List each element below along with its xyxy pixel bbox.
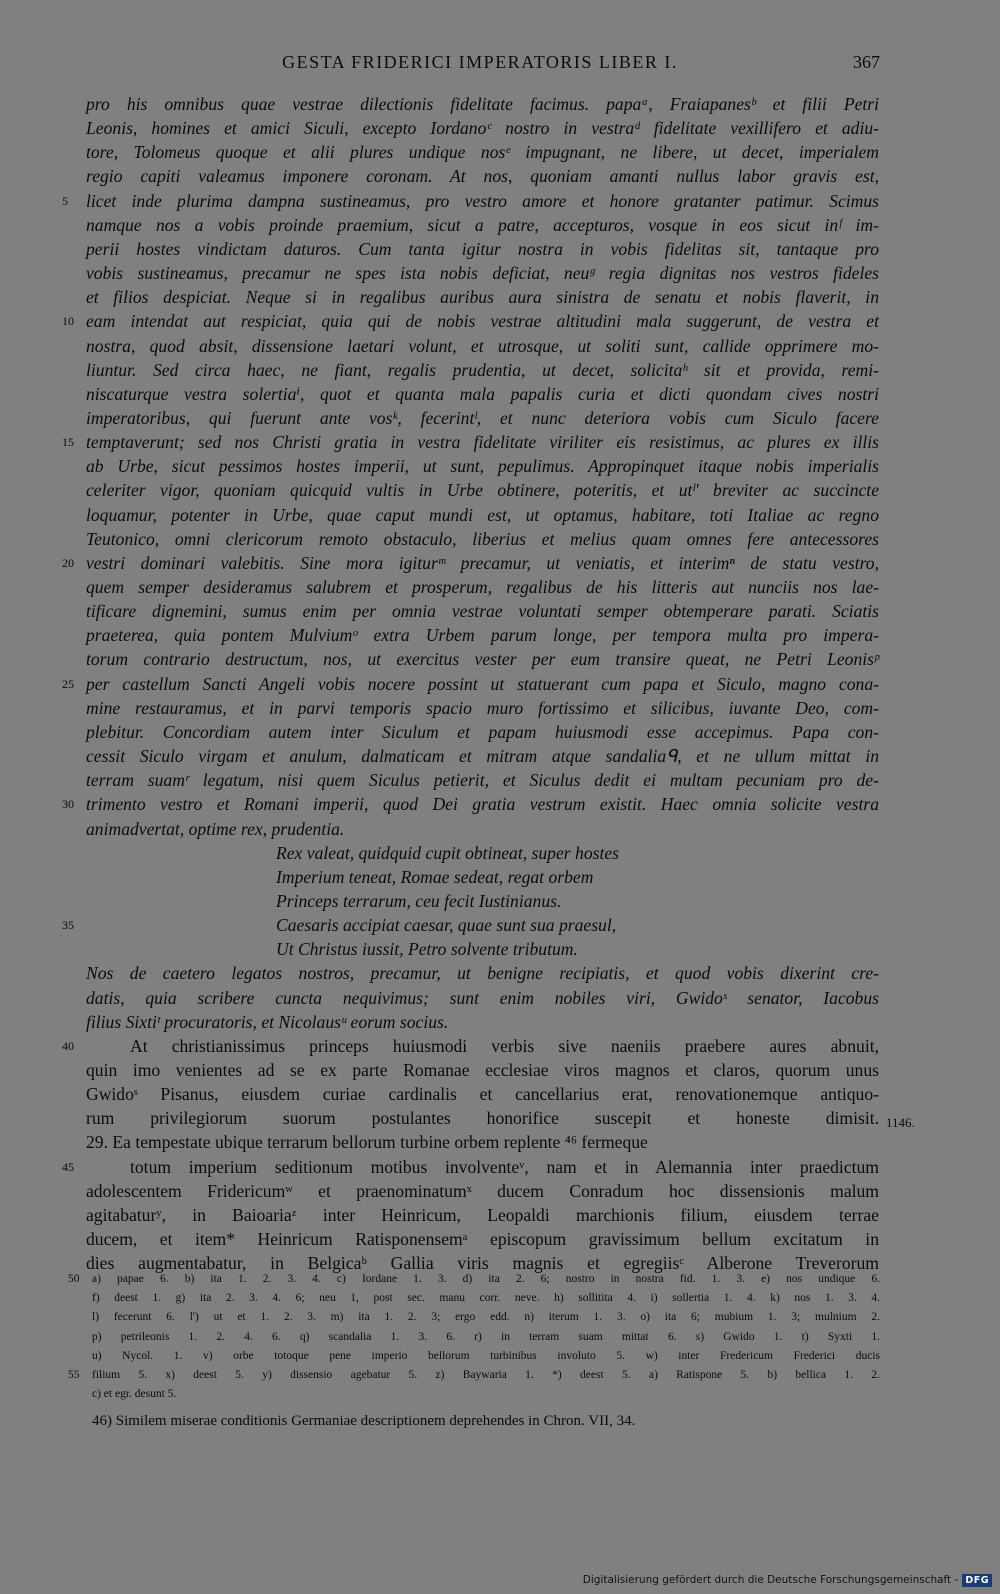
text-line: vestri dominari valebitis. Sine mora igiturᵐ precamur, ut veniatis, et interimⁿ de statu vestro, <box>86 552 879 573</box>
line-number: 30 <box>62 797 74 812</box>
text-line: Nos de caetero legatos nostros, precamur, ut benigne recipiatis, et quod vobis dixerint cre- <box>86 963 879 984</box>
text-line: imperatoribus, qui fuerunt ante vosᵏ, fecerintˡ, et nunc deteriora vobis cum Siculo facere <box>86 407 879 428</box>
text-line: mine restauramus, et in parvi temporis spacio muro fortissimo et silicibus, iuvante Deo, com- <box>86 697 879 718</box>
text-line: et filios despiciat. Neque si in regalibus auribus aura sinistra de senatu et nobis flaverit, in <box>86 287 879 308</box>
text-line: loquamur, potenter in Urbe, quae caput mundi est, ut optamus, habitare, toti Italiae ac regno <box>86 504 879 525</box>
text-line: Teutonico, omni clericorum remoto obstaculo, liberius et melius quam omnes fere antecessores <box>86 528 879 549</box>
footnote-line-number: 55 <box>68 1369 80 1381</box>
text-line: liuntur. Sed circa haec, ne fiant, regalis prudentia, ut decet, solicitaʰ sit et provida, remi- <box>86 359 879 380</box>
text-line: torum contrario destructum, nos, ut exercitus vester per eum transire queat, ne Petri Leonisᵖ <box>86 649 879 670</box>
text-line: quem semper desideramus salubrem et prosperum, regalibus de his litteris aut nunciis nos lae- <box>86 577 879 597</box>
text-line: vobis sustineamus, precamur ne spes ista nobis deficiat, neuᵍ regia dignitas nos vestros fideles <box>86 263 879 284</box>
footnote-line: filium 5. x) deest 5. y) dissensio agebatur 5. z) Baywaria 1. *) deest 5. a) Ratispone 5. b) bellica 1. 2. <box>92 1369 880 1381</box>
text-line: Imperium teneat, Romae sedeat, regat orbem <box>276 866 594 887</box>
text-line: filius Sixtiᵗ procuratoris, et Nicolausᵘ eorum socius. <box>86 1011 449 1032</box>
footnote-line: c) et egr. desunt 5. <box>92 1388 177 1401</box>
line-number: 25 <box>62 676 74 691</box>
text-line: agitabaturʸ, in Baioariaᶻ inter Heinricum, Leopaldi marchionis filium, eiusdem terrae <box>86 1204 879 1225</box>
margin-year-note: 1146. <box>886 1115 915 1130</box>
text-line: Rex valeat, quidquid cupit obtineat, super hostes <box>276 842 620 863</box>
text-line: datis, quia scribere cuncta nequivimus; sunt enim nobiles viri, Gwidoˢ senator, Iacobus <box>86 987 879 1008</box>
text-line: cessit Siculo virgam et anulum, dalmaticam et mitram atque sandaliaᑫ, et ne ullum mittat in <box>86 746 879 767</box>
text-line: regio capiti valeamus imponere coronam. At nos, quoniam amanti nullus labor gravis est, <box>86 166 879 187</box>
text-line: nostra, quod absit, dissensione laetari volunt, et utrosque, ut soliti sunt, callide opprimere mo- <box>86 335 879 356</box>
line-number: 45 <box>62 1159 74 1174</box>
line-number: 10 <box>62 314 74 329</box>
text-line: adolescentem Fridericumʷ et praenominatumˣ ducem Conradum hoc dissensionis malum <box>86 1180 879 1201</box>
text-line: ducem, et item* Heinricum Ratisponensemᵃ episcopum gravissimum bellum excitatum in <box>86 1229 879 1250</box>
text-line: Ut Christus iussit, Petro solvente tributum. <box>276 939 578 960</box>
text-line: Caesaris accipiat caesar, quae sunt sua praesul, <box>276 915 617 936</box>
text-line: eam intendat aut respiciat, quia qui de nobis vestrae altitudini mala suggerunt, de vestra et <box>86 311 879 332</box>
text-line: Princeps terrarum, ceu fecit Iustinianus. <box>276 890 562 911</box>
text-line: licet inde plurima dampna sustineamus, pro vestro amore et honore gratanter patimur. Scimus <box>86 190 879 211</box>
text-line: pro his omnibus quae vestrae dilectionis fidelitate facimus. papaᵃ, Fraiapanesᵇ et filii Petri <box>86 94 879 114</box>
text-line: dies augmentabatur, in Belgicaᵇ Gallia viris magnis et egregiisᶜ Alberone Treverorum <box>86 1253 879 1274</box>
footnote-line: a) papae 6. b) ita 1. 2. 3. 4. c) Iordane 1. 3. d) ita 2. 6; nostro in nostra fid. 1. 3. e) nos undique 6. <box>92 1273 880 1285</box>
line-number: 40 <box>62 1038 74 1053</box>
commentary-note: 46) Similem miserae conditionis Germaniae descriptionem deprehendes in Chron. VII, 34. <box>92 1413 636 1429</box>
text-line: ab Urbe, sicut pessimos hostes imperii, ut sunt, pepulimus. Appropinquet itaque nobis imperialis <box>86 456 879 477</box>
text-line: Leonis, homines et amici Siculi, excepto Iordanoᶜ nostro in vestraᵈ fidelitate vexillifero et adiu- <box>86 118 879 139</box>
page-header <box>80 52 880 80</box>
dfg-logo: DFG <box>962 1574 992 1587</box>
text-line: celeriter vigor, quoniam quicquid vultis in Urbe obtinere, poteritis, et utˡ' breviter ac succincte <box>86 480 879 501</box>
line-number: 20 <box>62 555 74 570</box>
footnote-line-number: 50 <box>68 1273 80 1285</box>
text-line: Gwidoˢ Pisanus, eiusdem curiae cardinalis et cancellarius erat, renovationemque antiquo- <box>86 1084 879 1105</box>
running-title: GESTA FRIDERICI IMPERATORIS LIBER I. <box>282 52 678 72</box>
text-line: plebitur. Concordiam autem inter Siculum et papam huiusmodi esse accepimus. Papa con- <box>86 721 879 742</box>
text-line: At christianissimus princeps huiusmodi verbis sive naeniis praebere aures abnuit, <box>130 1035 879 1056</box>
line-number: 15 <box>62 435 74 450</box>
text-line: niscaturque vestra solertiaⁱ, quot et quanta mala papalis curia et dicti quondam cives nostri <box>86 383 879 404</box>
text-line: animadvertat, optime rex, prudentia. <box>86 818 345 839</box>
footnote-line: p) petrileonis 1. 2. 4. 6. q) scandalia 1. 3. 6. r) in terram suam mittat 6. s) Gwido 1. t) Syxti 1. <box>92 1330 880 1343</box>
text-line: rum privilegiorum suorum postulantes honorifice suscepit et honeste dimisit. <box>86 1108 879 1129</box>
text-line: tore, Tolomeus quoque et alii plures undique nosᵉ impugnant, ne libere, ut decet, imperialem <box>86 142 879 163</box>
text-line: 29. Ea tempestate ubique terrarum bellorum turbine orbem replente ⁴⁶ fermeque <box>86 1132 648 1153</box>
text-line: temptaverunt; sed nos Christi gratia in vestra fidelitate viriliter eis resistimus, ac plures ex illis <box>86 432 879 453</box>
text-line: quin imo venientes ad se ex parte Romanae ecclesiae viros magnos et claros, quorum unus <box>86 1060 879 1080</box>
text-line: per castellum Sancti Angeli vobis nocere possint ut statuerant cum papa et Siculo, magno cona- <box>86 673 879 694</box>
text-line: trimento vestro et Romani imperii, quod Dei gratia vestrum existit. Haec omnia solicite vestra <box>86 794 879 815</box>
text-line: terram suamʳ legatum, nisi quem Siculus petierit, et Siculus dedit ei multam pecuniam pro de- <box>86 770 879 791</box>
credit-text: Digitalisierung gefördert durch die Deutsche Forschungsgemeinschaft - <box>582 1574 959 1586</box>
footnote-line: l) fecerunt 6. l') ut et 1. 2. 3. m) ita 1. 2. 3; ergo edd. n) iterum 1. 3. o) ita 6; mubium 1. 3; mulnium 2. <box>92 1311 880 1324</box>
line-number: 5 <box>62 193 68 208</box>
digitization-credit <box>583 1572 992 1588</box>
text-line: perii hostes vindictam daturos. Cum tanta igitur nostra in vobis fidelitas sit, tantaque pro <box>86 238 879 259</box>
footnote-line: f) deest 1. g) ita 2. 3. 4. 6; neu 1, post sec. manu corr. neve. h) sollitita 4. i) sollertia 1. 4. k) nos 1. 3. 4. <box>92 1292 880 1305</box>
text-line: namque nos a vobis proinde praemium, sicut a patre, accepturos, vosque in eos sicut inᶠ im- <box>86 214 879 235</box>
text-line: praeterea, quia pontem Mulviumᵒ extra Urbem parum longe, per tempora multa pro impera- <box>86 625 879 646</box>
footnote-line: u) Nycol. 1. v) orbe totoque pene imperio bellorum turbinibus involuto 5. w) inter Fredericum Frederici ducis <box>92 1349 880 1362</box>
text-line: tificare dignemini, sumus enim per omnia vestrae voluntati semper obtemperare parati. Sciatis <box>86 601 879 622</box>
page-number: 367 <box>853 52 880 72</box>
text-line: totum imperium seditionum motibus involventeᵛ, nam et in Alemannia inter praedictum <box>130 1156 879 1177</box>
line-number: 35 <box>62 918 74 933</box>
